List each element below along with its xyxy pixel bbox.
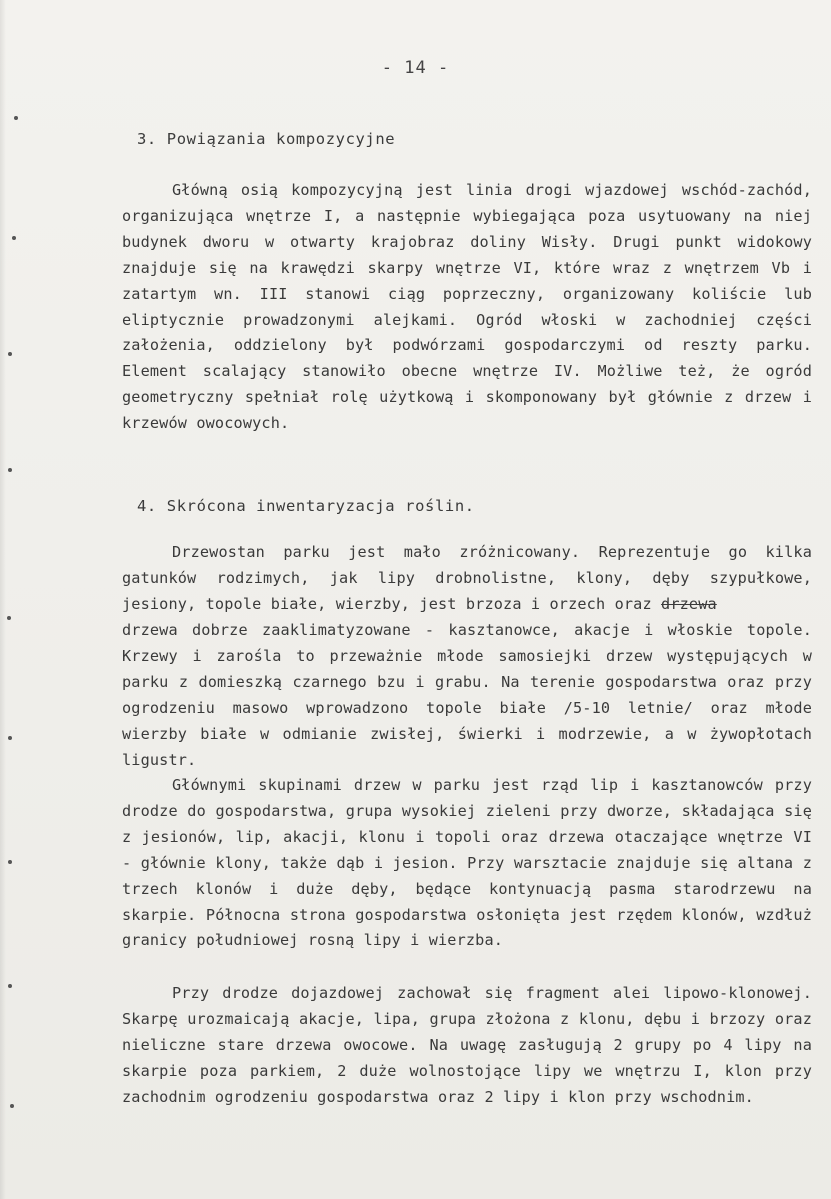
binding-hole-mark <box>12 236 16 240</box>
binding-hole-mark <box>8 736 12 740</box>
paragraph-inventory-1-text: Drzewostan parku jest mało zróżnicowany. Reprezentuje go kilka gatunków rodzimych, jak lipy drobnolistne, klony, dęby szypułkowe, jesiony, topole białe, wierzby, jest brzoza i orzech oraz <box>122 543 812 613</box>
binding-hole-mark <box>8 860 12 864</box>
struck-word: drzewa <box>661 594 717 613</box>
binding-hole-mark <box>10 1104 14 1108</box>
page-number: - 14 - <box>381 58 450 78</box>
paragraph-inventory-2: drzewa dobrze zaaklimatyzowane - kasztanowce, akacje i włoskie topole. Krzewy i zarośla to przeważnie młode samosiejki drzew występujących w parku z domieszką czarnego bzu i grabu. Na terenie gospodarstwa oraz przy ogrodzeniu masowo wprowadzono topole białe /5-10 letnie/ oraz młode wierzby białe w odmianie zwisłej, świerki i modrzewie, a w żywopłotach ligustr. <box>122 621 812 769</box>
binding-hole-mark <box>14 116 18 120</box>
paragraph-inventory-3: Głównymi skupinami drzew w parku jest rząd lip i kasztanowców przy drodze do gospodarstwa, grupa wysokiej zieleni przy dworze, składająca się z jesionów, lip, akacji, klonu i topoli oraz drzewa otaczające wnętrze VI - głównie klony, także dąb i jesion. Przy warsztacie znajduje się altana z trzech klonów i duże dęby, będące kontynuacją pasma starodrzewu na skarpie. Północna strona gospodarstwa osłonięta jest rzędem klonów, wzdłuż granicy południowej rosną lipy i wierzba. <box>122 776 812 950</box>
binding-hole-mark <box>7 616 11 620</box>
binding-hole-mark <box>8 984 12 988</box>
paragraph-inventory-1 <box>122 540 812 618</box>
binding-hole-mark <box>8 468 12 472</box>
paragraph-inventory-4: Przy drodze dojazdowej zachował się fragment alei lipowo-klonowej. Skarpę urozmaicają akacje, lipa, grupa złożona z klonu, dębu i brzozy oraz nieliczne stare drzewa owocowe. Na uwagę zasługują 2 grupy po 4 lipy na skarpie poza parkiem, 2 duże wolnostojące lipy we wnętrzu I, klon przy zachodnim ogrodzeniu gospodarstwa oraz 2 lipy i klon przy wschodnim. <box>122 984 812 1106</box>
page-edge-shadow <box>0 0 6 1199</box>
paragraph-composition: Główną osią kompozycyjną jest linia drogi wjazdowej wschód-zachód, organizująca wnętrze I, a następnie wybiegająca poza usytuowany na niej budynek dworu w otwarty krajobraz doliny Wisły. Drugi punkt widokowy znajduje się na krawędzi skarpy wnętrze VI, które wraz z wnętrzem Vb i zatartym wn. III stanowi ciąg poprzeczny, organizowany koliście lub eliptycznie prowadzonymi alejkami. Ogród włoski w zachodniej części założenia, oddzielony był podwórzami gospodarczymi od reszty parku. Element scalający stanowiło obecne wnętrze IV. Możliwe też, że ogród geometryczny spełniał rolę użytkową i skomponowany był głównie z drzew i krzewów owocowych. <box>122 181 812 433</box>
section-heading-inventory: 4. Skrócona inwentaryzacja roślin. <box>137 497 475 515</box>
binding-hole-mark <box>8 352 12 356</box>
section-heading-composition: 3. Powiązania kompozycyjne <box>137 130 396 148</box>
